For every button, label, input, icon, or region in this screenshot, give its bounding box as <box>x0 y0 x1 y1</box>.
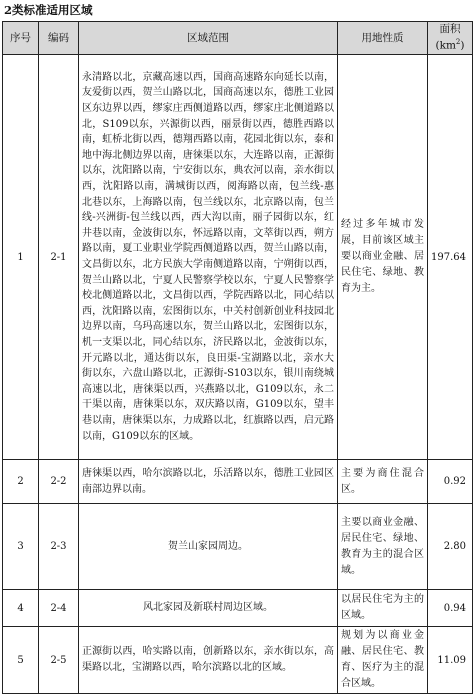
section-title: 2类标准适用区域 <box>4 3 93 17</box>
row-code: 2-1 <box>39 55 79 460</box>
row-code: 2-2 <box>39 460 79 504</box>
table-row <box>3 627 473 694</box>
row-index: 5 <box>3 627 39 694</box>
row-nature: 经过多年城市发展，目前该区域主要以商业金融、居民住宅、绿地、教育为主。 <box>338 55 428 460</box>
table-row <box>3 460 473 504</box>
row-index: 3 <box>3 504 39 590</box>
zone-table <box>2 21 473 694</box>
header-size <box>428 22 473 55</box>
row-area: 唐徕渠以西，哈尔滨路以北，乐活路以东，德胜工业园区南部边界以南。 <box>79 460 338 504</box>
row-nature: 规划为以商业金融、居民住宅、教育、医疗为主的混合区域。 <box>338 627 428 694</box>
row-size: 197.64 <box>428 55 473 460</box>
header-code: 编码 <box>39 22 79 55</box>
table-row <box>3 590 473 627</box>
row-index: 1 <box>3 55 39 460</box>
row-code: 2-4 <box>39 590 79 627</box>
header-nature: 用地性质 <box>338 22 428 55</box>
row-nature: 主要为商住混合区。 <box>338 460 428 504</box>
row-index: 2 <box>3 460 39 504</box>
row-size: 0.94 <box>428 590 473 627</box>
header-row <box>3 22 473 55</box>
row-size: 2.80 <box>428 504 473 590</box>
row-nature: 以居民住宅为主的区域。 <box>338 590 428 627</box>
row-size: 0.92 <box>428 460 473 504</box>
row-code: 2-3 <box>39 504 79 590</box>
header-index: 序号 <box>3 22 39 55</box>
row-area: 正源街以西，哈实路以南，创新路以东，亲水街以东，高渠路以北，宝湖路以西，哈尔滨路以北的区域。 <box>79 627 338 694</box>
row-size: 11.09 <box>428 627 473 694</box>
table-row <box>3 55 473 460</box>
header-size-close: ) <box>460 39 465 52</box>
row-code: 2-5 <box>39 627 79 694</box>
row-index: 4 <box>3 590 39 627</box>
row-area: 风北家园及新联村周边区域。 <box>79 590 338 627</box>
header-size-sup: 2 <box>455 38 461 47</box>
row-area: 贺兰山家园周边。 <box>79 504 338 590</box>
header-size-label: 面积 <box>439 23 461 36</box>
table-row <box>3 504 473 590</box>
header-area: 区域范围 <box>79 22 338 55</box>
header-size-unit: (km <box>435 39 456 52</box>
row-area: 永清路以北，京藏高速以西，国商高速路东向延长以南，友爱街以西，贺兰山路以北，国商高速以东，德胜工业园区东边界以西，缪家庄西侧道路以西，缪家庄北侧道路以北，S109以东，兴源街以西，丽景街以西，德胜西路以南，虹桥北街以西，德翔西路以南，花园北街以东，泰和地中海北侧边界以南，唐徕渠以东，大连路以南，正源街以东，沈阳路以南，宁安街以东，典农河以南，亲水街以西，沈阳路以南，满城街以西，阅海路以南，包兰线-惠北巷以东，上海路以南，包兰线以东，北京路以南，包兰线-兴洲街-包兰线以西，西大沟以南，丽子园街以东，红井巷以南，金波街以东，怀远路以南，文萃街以西，朔方路以南，夏工业职业学院西侧道路以西，贺兰山路以南，文昌街以东，北方民族大学南侧道路以南，宁朔街以西，贺兰山路以北，宁夏人民警察学校以东，宁夏人民警察学校北侧道路以北，文昌街以西，学院西路以北，同心结以西，沈阳路以南，宏图街以东，中关村创新创业科技园北边界以南，乌玛高速以东，贺兰山路以北，宏图街以东，机一支渠以北，同心结以东，济民路以北，金波街以东，开元路以北，通达街以东，良田渠-宝湖路以北，亲水大街以东，六盘山路以北，正源街-S103以东，银川南绕城高速以北，唐徕渠以西，兴燕路以北，G109以东，永二干渠以南，唐徕渠以东，双庆路以南，G109以东，望丰巷以南，唐徕渠以东，力成路以北，红旗路以西，启元路以南，G109以东的区域。 <box>79 55 338 460</box>
row-nature: 主要以商业金融、居民住宅、绿地、教育为主的混合区域。 <box>338 504 428 590</box>
